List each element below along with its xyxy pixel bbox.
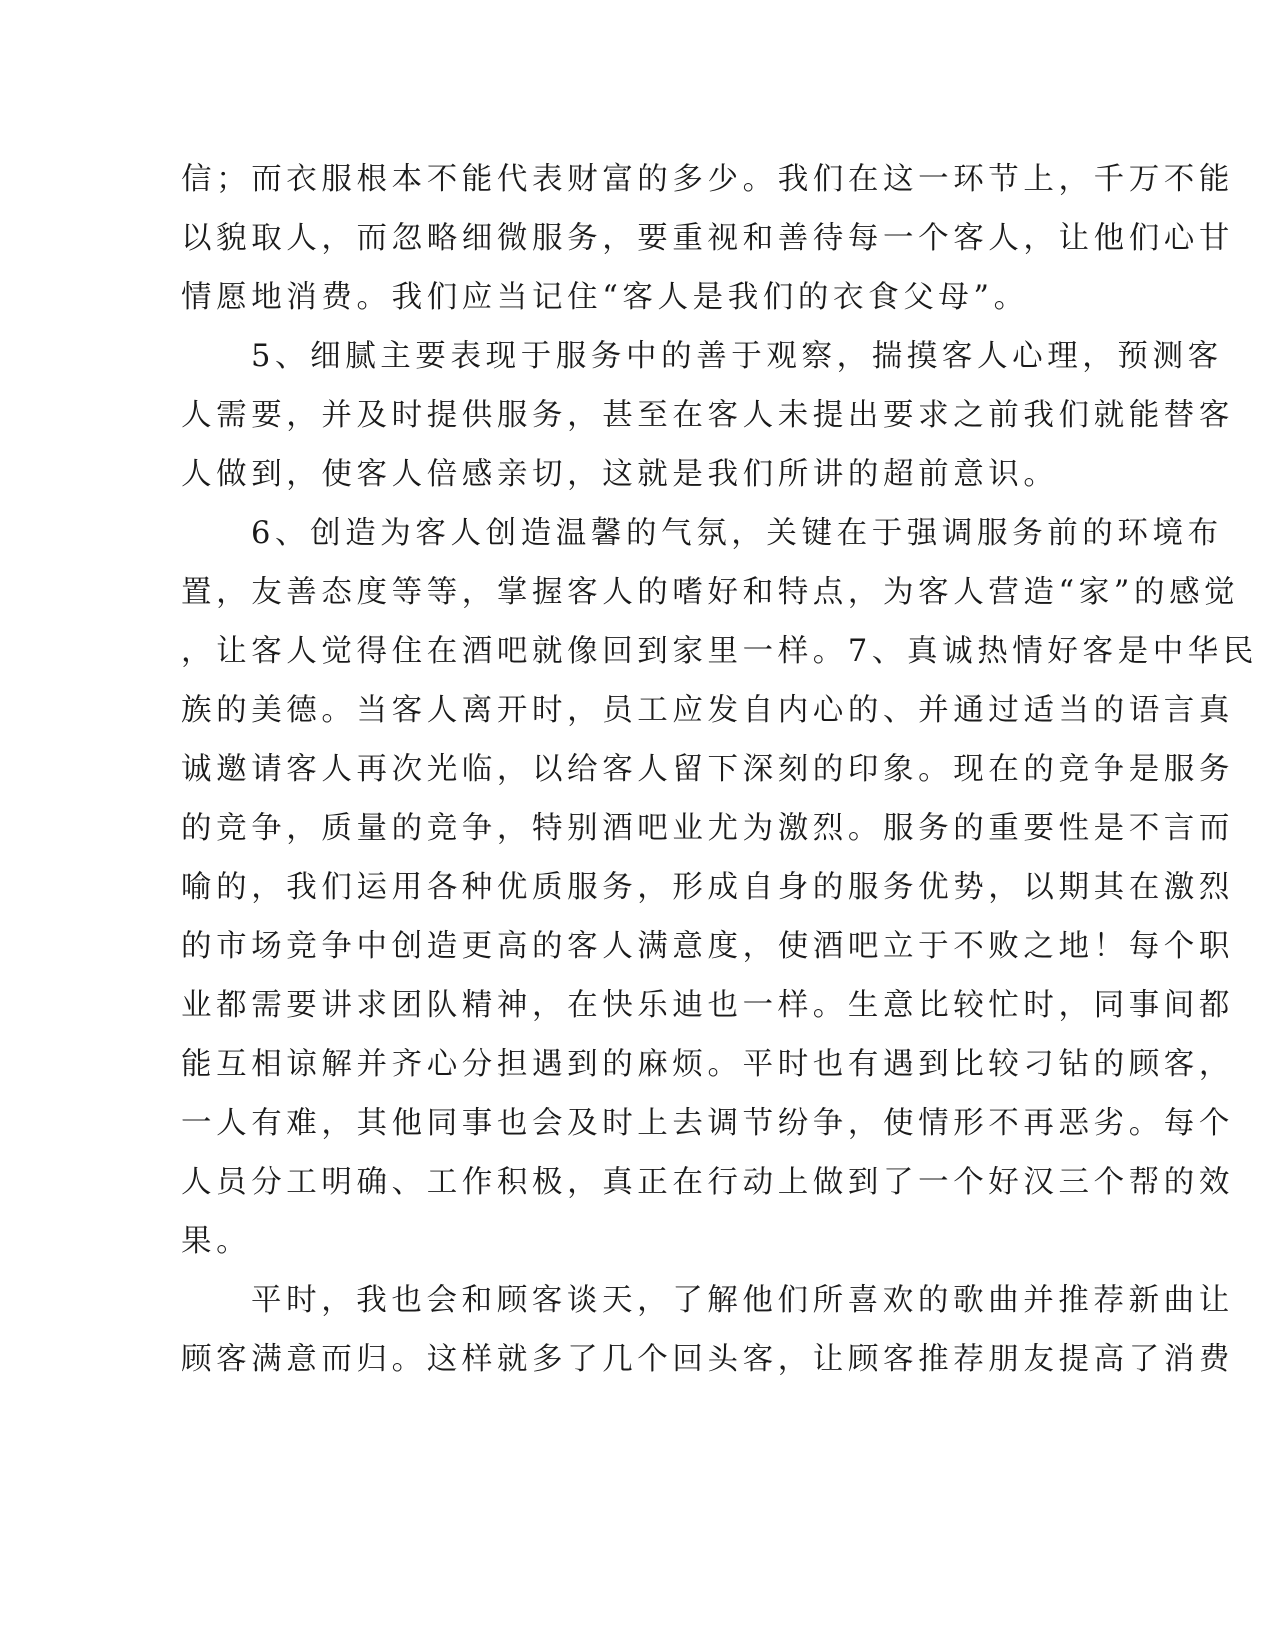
- text-line: 果。: [181, 1224, 252, 1259]
- text-line: 信；而衣服根本不能代表财富的多少。我们在这一环节上，千万不能: [181, 162, 1234, 197]
- text-line: 以貌取人，而忽略细微服务，要重视和善待每一个客人，让他们心甘: [181, 221, 1234, 256]
- text-line: 置，友善态度等等，掌握客人的嗜好和特点，为客人营造“家”的感觉: [181, 575, 1240, 610]
- text-line: 能互相谅解并齐心分担遇到的麻烦。平时也有遇到比较刁钻的顾客，: [181, 1047, 1234, 1082]
- text-line: 的竞争，质量的竞争，特别酒吧业尤为激烈。服务的重要性是不言而: [181, 811, 1234, 846]
- text-line: 喻的，我们运用各种优质服务，形成自身的服务优势，以期其在激烈: [181, 870, 1234, 905]
- text-line: 诚邀请客人再次光临，以给客人留下深刻的印象。现在的竞争是服务: [181, 752, 1234, 787]
- text-line: 人做到，使客人倍感亲切，这就是我们所讲的超前意识。: [181, 457, 1059, 492]
- text-line: 族的美德。当客人离开时，员工应发自内心的、并通过适当的语言真: [181, 693, 1234, 728]
- paragraph-first-line: 5、细腻主要表现于服务中的善于观察，揣摸客人心理，预测客: [251, 339, 1223, 374]
- text-line: 顾客满意而归。这样就多了几个回头客，让顾客推荐朋友提高了消费: [181, 1342, 1234, 1377]
- text-line: 人员分工明确、工作积极，真正在行动上做到了一个好汉三个帮的效: [181, 1165, 1234, 1200]
- text-line: 人需要，并及时提供服务，甚至在客人未提出要求之前我们就能替客: [181, 398, 1234, 433]
- text-line: 情愿地消费。我们应当记住“客人是我们的衣食父母”。: [181, 280, 1029, 315]
- text-line: 业都需要讲求团队精神，在快乐迪也一样。生意比较忙时，同事间都: [181, 988, 1234, 1023]
- text-line: 的市场竞争中创造更高的客人满意度，使酒吧立于不败之地！每个职: [181, 929, 1234, 964]
- paragraph-first-line: 平时，我也会和顾客谈天，了解他们所喜欢的歌曲并推荐新曲让: [251, 1283, 1234, 1318]
- text-line: ，让客人觉得住在酒吧就像回到家里一样。7、真诚热情好客是中华民: [181, 634, 1259, 669]
- paragraph-first-line: 6、创造为客人创造温馨的气氛，关键在于强调服务前的环境布: [251, 516, 1223, 551]
- text-line: 一人有难，其他同事也会及时上去调节纷争，使情形不再恶劣。每个: [181, 1106, 1234, 1141]
